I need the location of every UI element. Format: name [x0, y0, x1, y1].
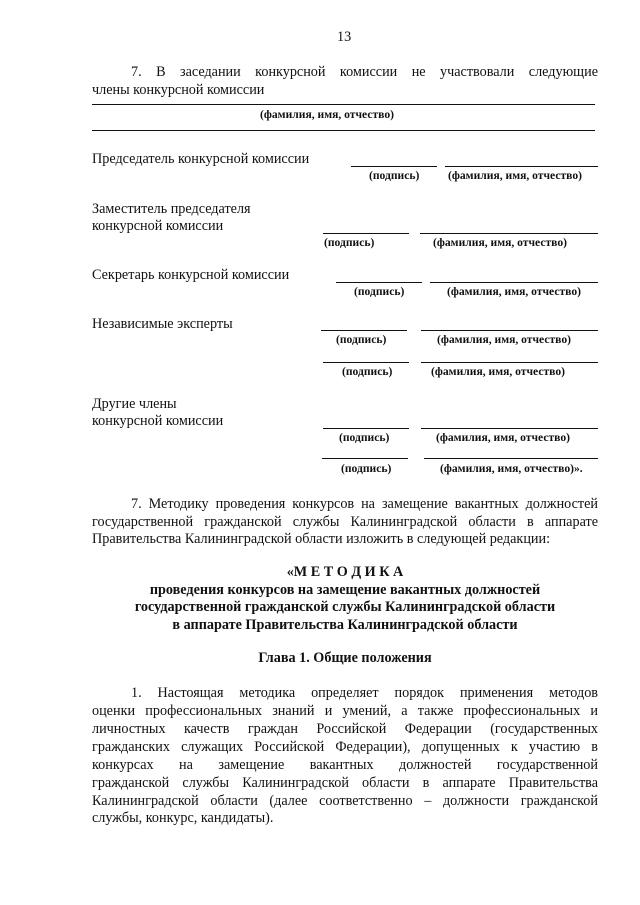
- chairman-name-caption: (фамилия, имя, отчество): [448, 169, 583, 182]
- chairman-label: Председатель конкурсной комиссии: [92, 151, 310, 167]
- secretary-label: Секретарь конкурсной комиссии: [92, 267, 290, 283]
- other1-name-line: [421, 428, 598, 429]
- page-number: 13: [337, 29, 352, 45]
- expert2-signature-caption: (подпись): [342, 365, 393, 378]
- item7-amend-line2: государственной гражданской службы Калининградской области в аппарате: [92, 514, 598, 530]
- chapter1-line-8: службы, конкурс, кандидаты).: [92, 810, 274, 826]
- chairman-signature-caption: (подпись): [369, 169, 420, 182]
- methodology-subtitle-2: государственной гражданской службы Калининградской области: [134, 599, 556, 615]
- chapter1-line-4: гражданских служащих Российской Федерации), допущенных к участию в: [92, 739, 598, 755]
- secretary-name-line: [430, 282, 598, 283]
- deputy-name-line: [420, 233, 598, 234]
- methodology-subtitle-3: в аппарате Правительства Калининградской области: [172, 617, 518, 633]
- deputy-label-line2: конкурсной комиссии: [92, 218, 224, 234]
- expert1-signature-caption: (подпись): [336, 333, 387, 346]
- methodology-subtitle-1: проведения конкурсов на замещение вакантных должностей: [149, 582, 541, 598]
- experts-label: Независимые эксперты: [92, 316, 233, 332]
- other2-signature-line: [322, 458, 408, 459]
- other1-signature-caption: (подпись): [339, 431, 390, 444]
- secretary-signature-line: [336, 282, 422, 283]
- deputy-signature-caption: (подпись): [324, 236, 375, 249]
- absent-members-line-2: [92, 130, 595, 131]
- other1-signature-line: [323, 428, 409, 429]
- others-label-line1: Другие члены: [92, 396, 177, 412]
- methodology-title: «М Е Т О Д И К А: [286, 564, 404, 580]
- other2-name-line: [424, 458, 598, 459]
- deputy-label-line1: Заместитель председателя: [92, 201, 251, 217]
- expert1-name-line: [421, 330, 598, 331]
- chapter1-line-6: гражданской службы Калининградской области в аппарате Правительства: [92, 775, 598, 791]
- secretary-signature-caption: (подпись): [354, 285, 405, 298]
- expert2-name-caption: (фамилия, имя, отчество): [431, 365, 566, 378]
- others-label-line2: конкурсной комиссии: [92, 413, 224, 429]
- item7-intro-line2: члены конкурсной комиссии: [92, 82, 265, 98]
- item7-amend-line1: 7. Методику проведения конкурсов на замещение вакантных должностей: [131, 496, 598, 512]
- deputy-signature-line: [323, 233, 409, 234]
- other2-signature-caption: (подпись): [341, 462, 392, 475]
- other2-name-caption: (фамилия, имя, отчество)».: [440, 462, 583, 475]
- item7-intro-line1: 7. В заседании конкурсной комиссии не участвовали следующие: [131, 64, 598, 80]
- expert2-name-line: [421, 362, 598, 363]
- absent-members-caption: (фамилия, имя, отчество): [260, 108, 395, 121]
- secretary-name-caption: (фамилия, имя, отчество): [447, 285, 582, 298]
- chapter1-line-5: конкурсах на замещение вакантных должностей государственной: [92, 757, 598, 773]
- chapter1-line-1: 1. Настоящая методика определяет порядок применения методов: [131, 685, 598, 701]
- expert1-signature-line: [321, 330, 407, 331]
- chairman-name-line: [445, 166, 598, 167]
- expert1-name-caption: (фамилия, имя, отчество): [437, 333, 572, 346]
- absent-members-line: [92, 104, 595, 105]
- chapter1-line-2: оценки профессиональных знаний и умений, а также профессиональных и: [92, 703, 598, 719]
- deputy-name-caption: (фамилия, имя, отчество): [433, 236, 568, 249]
- item7-amend-line3: Правительства Калининградской области изложить в следующей редакции:: [92, 531, 551, 547]
- chapter1-heading: Глава 1. Общие положения: [258, 650, 432, 666]
- chapter1-line-3: личностных качеств граждан Российской Федерации (государственных: [92, 721, 598, 737]
- expert2-signature-line: [323, 362, 409, 363]
- chairman-signature-line: [351, 166, 437, 167]
- other1-name-caption: (фамилия, имя, отчество): [436, 431, 571, 444]
- chapter1-line-7: Калининградской области (далее соответственно – должности гражданской: [92, 793, 598, 809]
